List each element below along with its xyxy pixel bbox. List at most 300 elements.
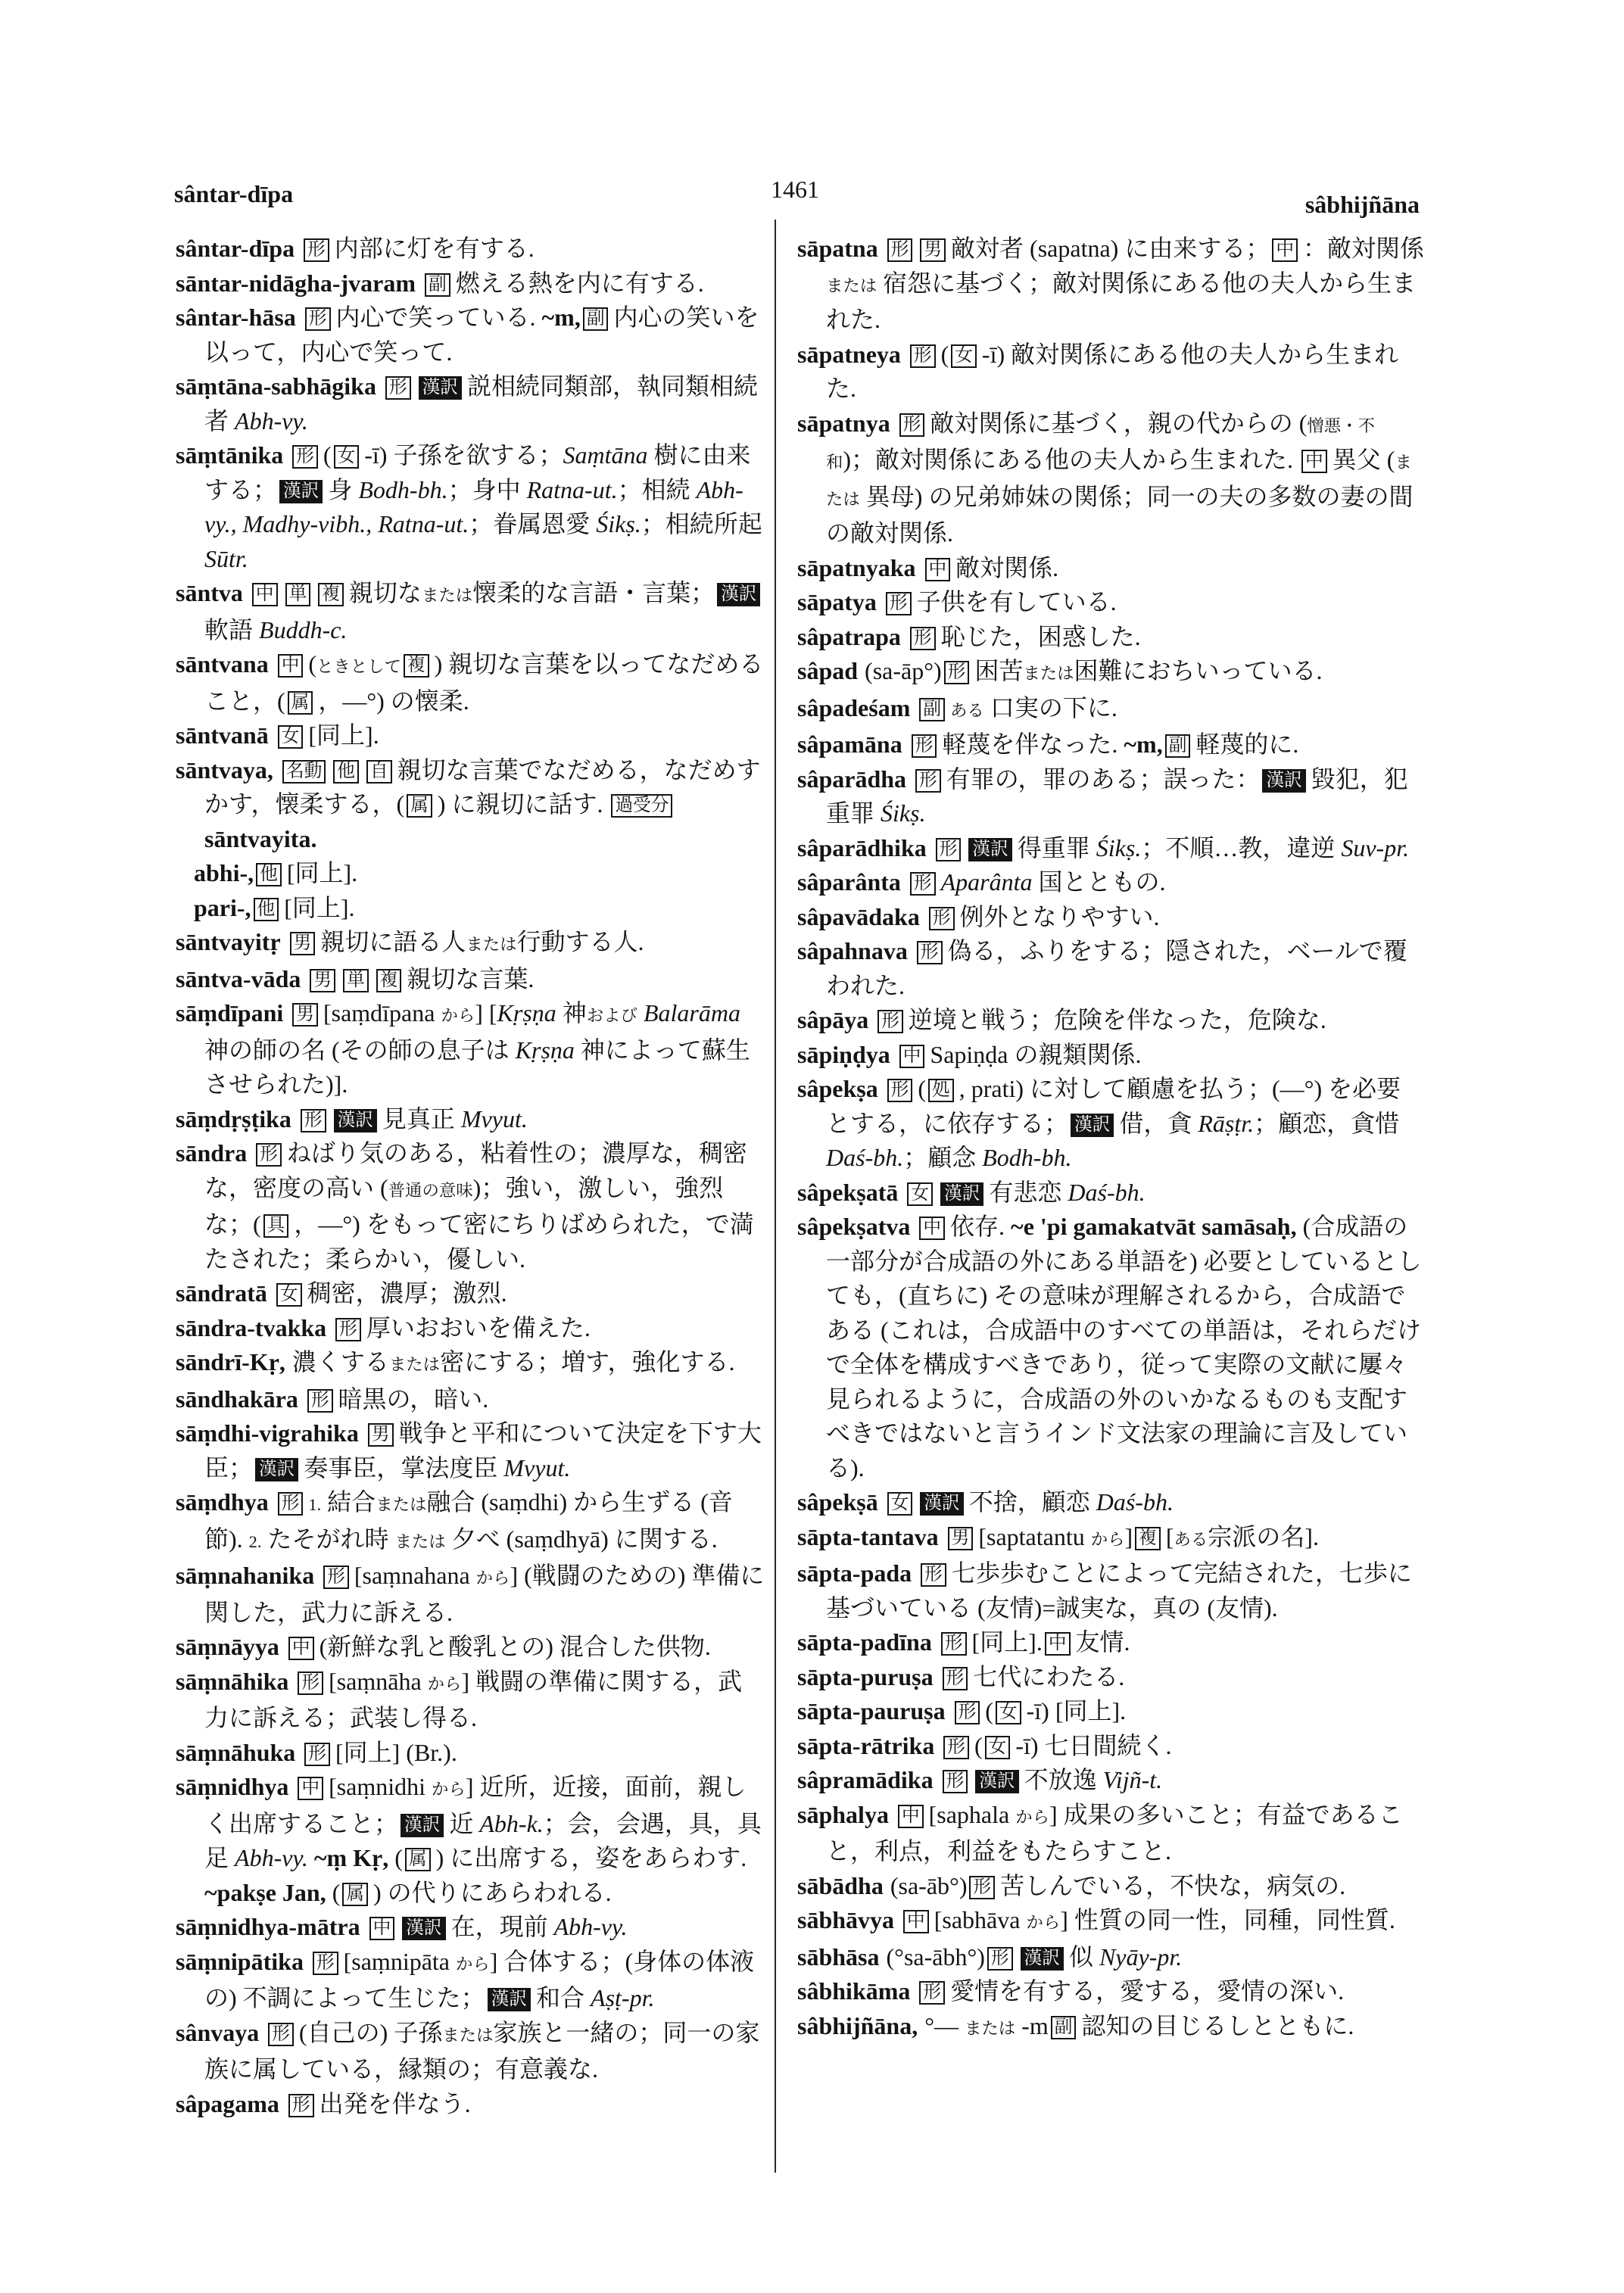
headword: sâpekṣa (797, 1075, 878, 1102)
small-note: から (456, 1954, 490, 1974)
headword: sāndra (176, 1139, 248, 1167)
translation-label: 漢訳 (1262, 769, 1305, 793)
dictionary-entry (797, 2009, 1424, 2046)
dictionary-entry (176, 718, 766, 753)
dictionary-entry (176, 232, 766, 266)
grammar-label: 形 (955, 1701, 980, 1724)
bold-form: abhi-, (194, 859, 254, 886)
italic-term: Buddh-c. (259, 615, 348, 643)
definition-text: ：敵対関係 (1303, 235, 1425, 262)
definition-text: 親切な言葉. (407, 964, 535, 992)
definition-text: 得重罪 (1017, 833, 1096, 861)
headword: sāṃnāhika (176, 1667, 289, 1695)
grammar-label: 形 (877, 1010, 903, 1033)
grammar-label: 中 (1301, 450, 1327, 473)
definition-text: [saṃnipāta (343, 1947, 456, 1975)
definition-text: ；不順…教，違逆 (1141, 833, 1342, 861)
small-note: または (442, 2025, 494, 2045)
translation-label: 漢訳 (1071, 1114, 1114, 1137)
dictionary-entry (797, 551, 1424, 586)
headword: sâbhikāma (797, 1977, 911, 2005)
dictionary-entry (176, 576, 766, 647)
definition-text: [同上]. (286, 859, 358, 886)
dictionary-entry (176, 1416, 766, 1485)
dictionary-entry (797, 691, 1424, 728)
headword: sāpta-puruṣa (797, 1662, 934, 1690)
definition-text: °— (924, 2011, 965, 2039)
definition-text: [同上] (Br.). (335, 1738, 457, 1766)
headword: sāndhakāra (176, 1385, 298, 1413)
headword: sāphalya (797, 1800, 889, 1828)
dictionary-entry (797, 900, 1424, 935)
headword: sāntvaya, (176, 756, 273, 784)
small-note: から (1090, 1529, 1125, 1549)
definition-text: 説相続同類部，執同類相続者 (204, 372, 758, 435)
definition-text: 懐柔的な言語・言葉； (472, 579, 715, 606)
grammar-label: 中 (899, 1045, 925, 1068)
dictionary-entry (176, 266, 766, 301)
headword: sâpāya (797, 1006, 869, 1033)
headword: sābādha (797, 1871, 884, 1899)
definition-text: 在，現前 (450, 1913, 554, 1940)
definition-text: 友情. (1075, 1628, 1130, 1656)
grammar-label: 形 (969, 1876, 995, 1899)
italic-term: Ratna-ut. (526, 475, 618, 503)
grammar-label: 形 (887, 1079, 913, 1102)
grammar-label: 中 (252, 583, 278, 606)
grammar-label: 形 (887, 238, 913, 262)
definition-text: 口実の下に. (983, 693, 1117, 721)
grammar-label: 処 (928, 1079, 954, 1102)
headword: sāpatna (797, 235, 878, 262)
headword: sāṃdṛṣṭika (176, 1104, 291, 1132)
grammar-label: 形 (915, 769, 941, 793)
grammar-label: 形 (899, 413, 925, 437)
definition-text: 行動する人. (516, 928, 644, 955)
definition-text: )；敵対関係にある他の夫人から生まれた. (843, 446, 1300, 473)
definition-text: 内心で笑っている. (335, 304, 542, 331)
definition-text: 結合 (321, 1488, 376, 1516)
headword: sāṃnāyya (176, 1633, 279, 1660)
dictionary-entry (176, 1382, 766, 1417)
headword: sâpagama (176, 2089, 279, 2117)
definition-text: 内部に灯を有する. (334, 235, 535, 262)
definition-text: [saṃnāha (329, 1667, 428, 1695)
translation-label: 漢訳 (1021, 1947, 1064, 1971)
italic-term: Abh-vy. (235, 1844, 308, 1871)
definition-text: 家族と一緒の；同一の家族に属している，縁類の；有意義な. (204, 2018, 760, 2083)
bold-form: ~ṃ Kṛ, (307, 1844, 389, 1871)
dictionary-entry (797, 620, 1424, 655)
definition-text: 敵対者 (sapatna) に由来する； (951, 235, 1270, 262)
italic-term: Vijñ-t. (1102, 1766, 1163, 1793)
italic-term: Daś-bh. (1068, 1178, 1146, 1206)
definition-text: 近 (449, 1809, 480, 1837)
definition-text: 七代にわたる. (973, 1662, 1125, 1690)
small-note: または (388, 1355, 441, 1374)
grammar-label: 形 (298, 1671, 323, 1695)
headword: sāṃnidhya (176, 1773, 289, 1800)
definition-text: ] (戦闘のための) 準備に関した，武力に訴える. (204, 1562, 765, 1626)
headword: sāpatneya (797, 340, 901, 368)
definition-text: [ (1165, 1522, 1174, 1550)
grammar-label: 形 (886, 592, 912, 615)
dictionary-entry (797, 1694, 1424, 1729)
definition-text: 似 (1068, 1943, 1099, 1971)
translation-label: 漢訳 (279, 480, 323, 503)
dictionary-entry (176, 2087, 766, 2122)
headword: sâbhijñāna, (797, 2011, 918, 2039)
small-note: から (1026, 1913, 1061, 1932)
translation-label: 漢訳 (488, 1988, 531, 2011)
italic-term: Bodh-bh. (982, 1144, 1072, 1171)
grammar-label: 自 (366, 760, 392, 784)
small-note: または (421, 586, 473, 605)
grammar-label: 他 (256, 863, 282, 886)
definition-text: 親切な言葉でなだめる，なだめすかす，懐柔する，( (204, 756, 761, 818)
running-head-first-entry: sântar-dīpa (174, 180, 294, 207)
headword: sâpad (797, 657, 859, 684)
small-note: から (441, 1006, 475, 1025)
dictionary-subentry (176, 891, 766, 926)
headword: sāntvanā (176, 721, 269, 749)
running-head-last-entry: sâbhijñāna (1304, 191, 1420, 218)
definition-text: 宗派の名]. (1208, 1522, 1319, 1550)
grammar-label: 形 (921, 1563, 946, 1587)
dictionary-entry (176, 1770, 766, 1910)
translation-label: 漢訳 (975, 1770, 1018, 1793)
small-note: または (964, 2018, 1016, 2038)
definition-text: ；相続所起 (641, 510, 762, 537)
dictionary-entry (176, 369, 766, 438)
definition-text: [同上]. (284, 893, 355, 921)
definition-text: 内心の笑いを以って，内心で笑って. (204, 304, 759, 366)
italic-term: Abh-k. (479, 1809, 544, 1837)
grammar-label: 形 (304, 1743, 330, 1766)
grammar-label: 中 (369, 1917, 395, 1940)
grammar-label: 女 (907, 1182, 933, 1206)
dictionary-entry (176, 1102, 766, 1137)
grammar-label: 形 (929, 907, 955, 930)
definition-text: 奏事臣，掌法度臣 (304, 1453, 504, 1481)
grammar-label: 形 (910, 872, 936, 896)
headword: sāpatnyaka (797, 553, 916, 581)
italic-term: Suv-pr. (1341, 833, 1410, 861)
headword: sāpta-tantava (797, 1522, 939, 1550)
italic-term: Kṛṣṇa (515, 1036, 575, 1064)
grammar-label: 形 (301, 1109, 326, 1132)
definition-text: 偽る，ふりをする；隠された，ベールで覆われた. (826, 937, 1407, 999)
translation-label: 漢訳 (920, 1492, 963, 1516)
italic-term: Balarāma (637, 999, 740, 1027)
headword: sāpatnya (797, 409, 890, 437)
grammar-label: 形 (910, 627, 936, 650)
headword: sāndrī-Kṛ, (176, 1348, 285, 1375)
definition-text: )；強い，激しい，強烈な；( (204, 1173, 724, 1238)
definition-text: ( (974, 1731, 983, 1759)
definition-text: 燃える熱を内に有する. (455, 269, 704, 297)
headword: sāṃnahanika (176, 1562, 315, 1589)
grammar-label: 副 (425, 273, 450, 297)
definition-text: , prati) に対して顧慮を払う；(—°) を必要とする，に依存する； (826, 1075, 1401, 1137)
definition-text: [同上]. (308, 721, 379, 749)
headword: sāṃtāna-sabhāgika (176, 372, 376, 400)
italic-term: Daś-bh. (826, 1144, 904, 1171)
headword: sāntva-vāda (176, 964, 301, 992)
definition-text: 逆境と戦う；危険を伴なった，危険な. (908, 1006, 1326, 1033)
grammar-label: 形 (910, 344, 936, 368)
dictionary-entry (176, 1910, 766, 1945)
definition-text: 親切に語る人 (320, 928, 466, 955)
dictionary-entry (797, 1660, 1424, 1695)
definition-text: [sabhāva (934, 1906, 1027, 1933)
page-number: 1461 (771, 176, 819, 203)
dictionary-entry (797, 654, 1424, 691)
definition-text: [saphala (928, 1800, 1016, 1828)
grammar-label: 男 (948, 1527, 974, 1550)
grammar-label: 男 (292, 1003, 318, 1027)
dictionary-entry (176, 1736, 766, 1771)
translation-label: 漢訳 (401, 1814, 444, 1837)
italic-term: Śikṣ. (881, 799, 926, 827)
headword: sâparādha (797, 765, 907, 793)
dictionary-entry (176, 1485, 766, 1559)
small-note: または (826, 276, 877, 295)
definition-text: 不捨，顧恋 (968, 1488, 1096, 1516)
grammar-label: 副 (1051, 2016, 1077, 2039)
grammar-label: 女 (278, 725, 304, 749)
dictionary-entry (797, 831, 1424, 866)
small-note: ある (950, 700, 984, 720)
bold-form: ~e 'pi gamakatvāt samāsaḥ, (1011, 1213, 1297, 1240)
definition-text: ] 成果の多いこと；有益であること，利点，利益をもたらすこと. (826, 1800, 1403, 1865)
definition-text: 敵対関係に基づく，親の代からの ( (930, 409, 1308, 437)
grammar-label: 複 (404, 654, 429, 678)
definition-text: 借，貪 (1119, 1109, 1199, 1137)
definition-text: 有罪の，罪のある；誤った： (946, 765, 1261, 793)
definition-text: ねばり気のある，粘着性の；濃厚な，稠密な，密度の高い ( (204, 1139, 747, 1201)
grammar-label: 中 (919, 1217, 945, 1240)
definition-text: (°sa-ābh°) (886, 1943, 985, 1971)
definition-text: -ī) 子孫を欲する； (364, 441, 563, 469)
italic-term: Sūtr. (204, 544, 248, 572)
headword: sāpta-rātrika (797, 1731, 935, 1759)
grammar-label: 女 (985, 1736, 1011, 1759)
definition-text: -ī) [同上]. (1026, 1697, 1127, 1724)
dictionary-entry (797, 727, 1424, 762)
dictionary-entry (797, 1520, 1424, 1557)
definition-text: (新鮮な乳と酸乳との) 混合した供物. (319, 1633, 711, 1660)
grammar-label: 属 (342, 1883, 368, 1906)
dictionary-entry (797, 1940, 1424, 1975)
grammar-label: 男 (368, 1423, 394, 1447)
italic-term: Abh-vy., Madhy-vibh., Ratna-ut. (204, 475, 743, 537)
definition-text: 異父 ( (1332, 446, 1395, 473)
definition-text: 厚いおおいを備えた. (366, 1313, 591, 1341)
dictionary-entry (176, 1665, 766, 1736)
italic-term: Aṣṭ-pr. (591, 1984, 655, 2011)
italic-term: Kṛṣṇa (497, 999, 556, 1027)
definition-text: 毀犯，犯重罪 (826, 765, 1408, 827)
column-divider (775, 220, 776, 2173)
definition-text: ；身中 (447, 475, 527, 503)
headword: sāṃnidhya-mātra (176, 1913, 360, 1940)
grammar-label: 中 (1045, 1632, 1071, 1656)
grammar-label: 中 (1272, 238, 1298, 262)
headword: sāntvana (176, 650, 269, 678)
headword: sântar-hāsa (176, 304, 296, 331)
definition-text: ) 親切な言葉を以ってなだめること，( (204, 650, 764, 715)
dictionary-entry (797, 1003, 1424, 1038)
definition-text: ；顧恋，貪惜 (1254, 1109, 1400, 1137)
definition-text: [saṃdīpana (323, 999, 441, 1027)
definition-text: ( (940, 340, 949, 368)
grammar-label: 形 (305, 307, 331, 331)
definition-text: ( (326, 1878, 341, 1906)
grammar-label: 属 (405, 1848, 431, 1871)
small-note: または (466, 935, 517, 954)
grammar-label: 女 (887, 1492, 913, 1516)
italic-term: Aparânta (940, 868, 1033, 896)
dictionary-entry (176, 2016, 766, 2087)
definition-text: ] 性質の同一性，同種，同性質. (1060, 1906, 1395, 1933)
definition-text: 異母) の兄弟姉妹の関係；同一の夫の多数の妻の間の敵対関係. (826, 482, 1414, 547)
headword: sâpekṣatā (797, 1178, 899, 1206)
headword: sâpramādika (797, 1766, 934, 1793)
dictionary-entry (176, 1559, 766, 1630)
definition-text: ，—°) の懐柔. (318, 687, 469, 715)
small-note: から (1015, 1807, 1049, 1827)
grammar-label: 男 (920, 238, 946, 262)
dictionary-entry (176, 1945, 766, 2016)
dictionary-entry (797, 1729, 1424, 1764)
translation-label: 漢訳 (255, 1458, 298, 1481)
dictionary-entry (176, 1345, 766, 1382)
grammar-label: 形 (943, 1770, 968, 1793)
grammar-label: 形 (278, 1492, 304, 1516)
headword: sāntar-nidāgha-jvaram (176, 269, 416, 297)
grammar-label: 形 (256, 1143, 282, 1167)
grammar-label: 複 (376, 969, 402, 992)
definition-text: -m (1015, 2011, 1049, 2039)
definition-text: 和合 (536, 1984, 591, 2011)
definition-text: 密にする；増す，強化する. (440, 1348, 735, 1375)
grammar-label: 属 (407, 794, 432, 818)
headword: sâpekṣatva (797, 1213, 911, 1240)
definition-text: 愛情を有する，愛する，愛情の深い. (950, 1977, 1345, 2005)
italic-term: Mvyut. (503, 1453, 571, 1481)
definition-text: ；眷属恩愛 (469, 510, 597, 537)
dictionary-entry (176, 647, 766, 718)
definition-text: 認知の目じるしとともに. (1081, 2011, 1354, 2039)
definition-text: 困苦 (974, 657, 1024, 684)
definition-text: [saṃnidhi (329, 1773, 432, 1800)
definition-text: [saṃnahana (354, 1562, 476, 1589)
dictionary-entry (176, 925, 766, 962)
dictionary-entry (176, 1630, 766, 1665)
headword: sāpatya (797, 588, 877, 615)
headword: sâpadeśam (797, 693, 911, 721)
small-note: または (1023, 664, 1074, 683)
grammar-label: 形 (944, 661, 970, 684)
translation-label: 漢訳 (419, 376, 462, 400)
grammar-label: 男 (310, 969, 335, 992)
definition-text: 見真正 (382, 1104, 461, 1132)
definition-text: 依存. (950, 1213, 1011, 1240)
definition-text: 軟語 (204, 615, 260, 643)
small-note: または (376, 1495, 427, 1514)
definition-text: 国とともの. (1032, 868, 1166, 896)
grammar-label: 単 (343, 969, 369, 992)
definition-text: Sapiṇḍa の親類関係. (930, 1040, 1142, 1068)
grammar-label: 中 (298, 1777, 323, 1800)
headword: sāpta-padīna (797, 1628, 932, 1656)
small-note: から (427, 1674, 462, 1693)
grammar-label: 形 (941, 1632, 967, 1656)
grammar-label: 複 (318, 583, 344, 606)
grammar-label: 属 (288, 691, 313, 715)
headword: sāṃdhi-vigrahika (176, 1419, 359, 1447)
definition-text: (合成語の一部分が合成語の外にある単語を) 必要としているとしても，(直ちに) その意味が理解されるから，合成語である (これは，合成語中のすべての単語は，それらだけで全体を構成すべきであり，従って実際の文献に屢々見られるように，合成語の外のいかなるものも支配すべきではないと言うインド文法家の理論に言及している). (826, 1213, 1422, 1481)
dictionary-subentry (176, 856, 766, 891)
headword: sāntva (176, 579, 243, 606)
definition-text: たそがれ時 (261, 1525, 395, 1553)
definition-text: ( (388, 1844, 403, 1871)
grammar-label: 具 (263, 1214, 289, 1238)
dictionary-entry (797, 762, 1424, 831)
definition-text: ) の代りにあらわれる. (373, 1878, 612, 1906)
headword: sāṃdīpani (176, 999, 284, 1027)
definition-text: ；相続 (617, 475, 697, 503)
small-note: または (394, 1531, 446, 1551)
headword: sāntvayitṛ (176, 928, 281, 955)
definition-text: 稠密，濃厚；激烈. (307, 1279, 507, 1307)
grammar-label: 女 (996, 1701, 1021, 1724)
headword: sāpta-pada (797, 1559, 912, 1587)
bold-form: ~m, (1124, 731, 1163, 758)
headword: sāndra-tvakka (176, 1313, 327, 1341)
grammar-label: 中 (288, 1637, 314, 1660)
grammar-label: 形 (304, 238, 329, 262)
definition-text: ( (323, 441, 332, 469)
definition-text: -ī) 敵対関係にある他の夫人から生まれた. (826, 340, 1399, 402)
italic-term: Abh-vy. (235, 407, 308, 435)
definition-text: 宿怨に基づく；敵対関係にある他の夫人から生まれた. (826, 269, 1417, 333)
headword: sâpamāna (797, 731, 902, 758)
grammar-label: 副 (919, 698, 945, 721)
italic-term: Daś-bh. (1096, 1488, 1174, 1516)
bold-form: ~pakṣe Jan, (204, 1878, 326, 1906)
small-note: ある (1174, 1529, 1208, 1549)
definition-text: 融合 (saṃdhi) から生ずる (音節). (204, 1488, 733, 1553)
definition-text: 恥じた，困惑した. (940, 622, 1141, 650)
italic-term: Bodh-bh. (358, 475, 448, 503)
grammar-label: 女 (334, 445, 360, 469)
small-note: ときとして (316, 657, 401, 676)
grammar-label: 中 (925, 558, 951, 581)
dictionary-entry (797, 407, 1424, 551)
grammar-label: 中 (278, 654, 304, 678)
definition-text: 不放逸 (1024, 1766, 1103, 1793)
dictionary-entry (797, 338, 1424, 407)
dictionary-entry (797, 1072, 1424, 1176)
translation-label: 漢訳 (402, 1917, 445, 1940)
bold-form: sāntvayita. (204, 824, 317, 852)
definition-text: 夕べ (saṃdhyā) に関する. (445, 1525, 718, 1553)
translation-label: 漢訳 (968, 838, 1011, 861)
dictionary-entry (797, 1210, 1424, 1485)
grammar-label: 形 (943, 1667, 968, 1690)
